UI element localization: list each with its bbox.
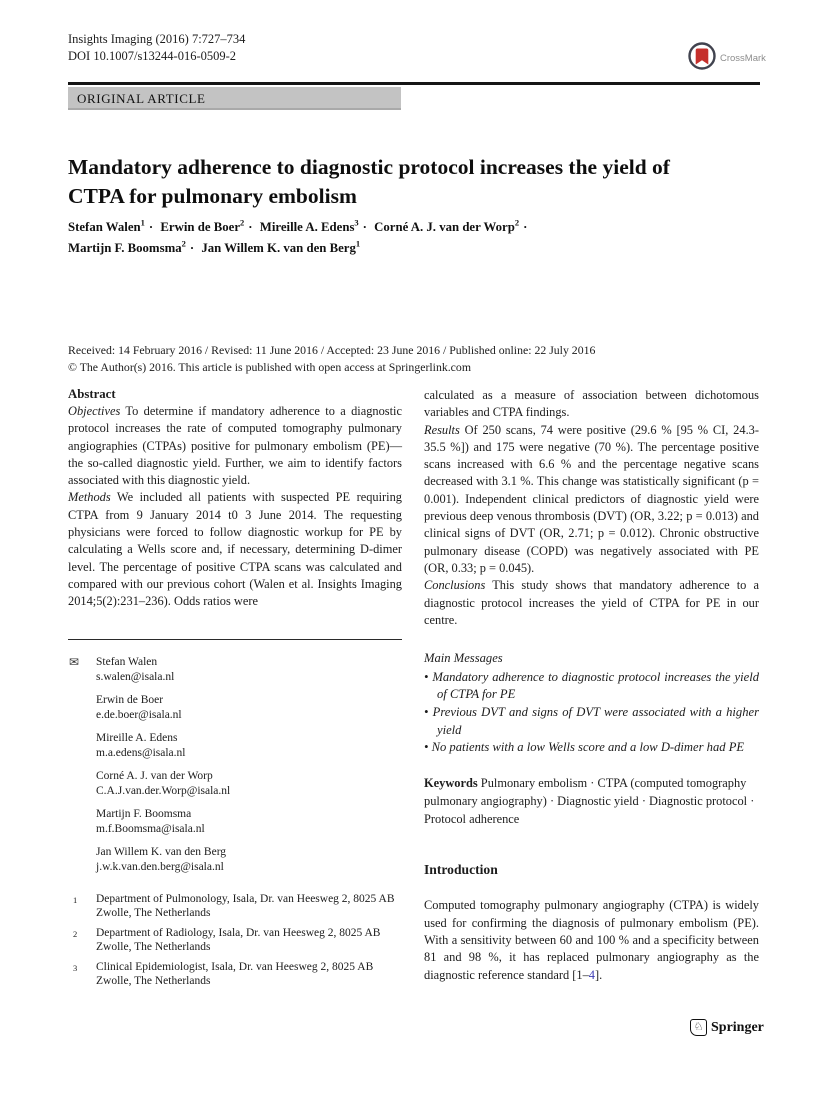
author-affil-mark: 2	[181, 238, 186, 249]
bullet-marker: •	[424, 704, 429, 719]
contact-entry	[68, 845, 402, 874]
affiliation-text: Clinical Epidemiologist, Isala, Dr. van Heesweg 2, 8025 AB Zwolle, The Netherlands	[96, 961, 374, 987]
introduction-paragraph	[424, 897, 759, 983]
affiliation	[68, 892, 402, 920]
contact-email[interactable]: s.walen@isala.nl	[96, 671, 175, 683]
author-separator: ·	[148, 220, 154, 234]
contact-email[interactable]: m.f.Boomsma@isala.nl	[96, 823, 205, 835]
affiliation-number: 3	[73, 963, 78, 973]
right-column	[424, 387, 759, 984]
author-line-1	[68, 217, 728, 238]
author-name: Corné A. J. van der Worp	[374, 220, 515, 234]
author-name: Mireille A. Edens	[259, 220, 355, 234]
doi-line: DOI 10.1007/s13244-016-0509-2	[68, 49, 237, 63]
objectives-text: To determine if mandatory adherence to a diagnostic protocol increases the rate of computed tomography pulmonary angiographies (CTPAs) positive for pulmonary embolism (PE)—the so-called diagnostic yield. Further, we aim to identify factors associated with this diagnostic yield.	[68, 404, 402, 488]
author-affil-mark: 1	[140, 217, 145, 228]
contact-entry	[68, 731, 402, 760]
author-name: Stefan Walen	[68, 220, 141, 234]
author-line-2	[68, 238, 728, 259]
main-messages	[424, 650, 759, 757]
author-name: Martijn F. Boomsma	[68, 241, 182, 255]
author-separator: ·	[189, 241, 195, 255]
affiliation	[68, 960, 402, 988]
contact-name: Corné A. J. van der Worp	[96, 770, 213, 782]
left-column	[68, 387, 402, 611]
affiliation-number: 2	[73, 929, 78, 939]
contact-entry	[68, 807, 402, 836]
contact-name: Stefan Walen	[96, 656, 158, 668]
author-affil-mark: 3	[354, 217, 359, 228]
citation-link[interactable]: 4	[588, 967, 595, 982]
affiliation-number: 1	[73, 895, 78, 905]
methods-label: Methods	[68, 490, 111, 505]
abstract-heading: Abstract	[68, 387, 116, 401]
main-messages-list	[424, 669, 759, 757]
main-messages-heading: Main Messages	[424, 651, 503, 666]
contact-email[interactable]: e.de.boer@isala.nl	[96, 709, 182, 721]
introduction-text-tail: ].	[595, 967, 603, 982]
contact-entry	[68, 769, 402, 798]
introduction-text: Computed tomography pulmonary angiography (CTPA) is widely used for confirming the diagnosis of pulmonary embolism (PE). With a sensitivity between 60 and 100 % and a specificity between 81 and 98 %, it has replaced pulmonary angiography as the diagnostic reference standard [1–	[424, 898, 759, 982]
crossmark-label: CrossMark	[720, 53, 766, 64]
header-rule	[68, 82, 760, 85]
main-message-item	[424, 704, 759, 739]
bullet-marker: •	[424, 669, 429, 684]
contact-name: Martijn F. Boomsma	[96, 808, 192, 820]
abstract-results	[424, 422, 759, 578]
springer-logo-text: Springer	[711, 1019, 764, 1035]
keywords-label: Keywords	[424, 775, 478, 790]
affiliation	[68, 926, 402, 954]
results-label: Results	[424, 422, 460, 437]
introduction-heading: Introduction	[424, 862, 498, 878]
journal-citation: Insights Imaging (2016) 7:727–734	[68, 32, 246, 46]
abstract-left-text	[68, 403, 402, 611]
crossmark-badge[interactable]	[688, 42, 766, 75]
affiliation-text: Department of Pulmonology, Isala, Dr. van Heesweg 2, 8025 AB Zwolle, The Netherlands	[96, 893, 395, 919]
correspondence-block	[68, 639, 402, 994]
contact-entry	[68, 693, 402, 722]
bullet-text: Mandatory adherence to diagnostic protocol increases the yield of CTPA for PE	[432, 669, 759, 702]
bullet-text: No patients with a low Wells score and a low D-dimer had PE	[431, 740, 745, 755]
conclusions-label: Conclusions	[424, 578, 486, 593]
author-separator: ·	[362, 220, 367, 234]
objectives-label: Objectives	[68, 404, 121, 418]
conclusions-text: This study shows that mandatory adherence to a diagnostic protocol increases the yield of CTPA for PE in our centre.	[424, 578, 759, 627]
main-message-item	[424, 739, 759, 757]
copyright-line: © The Author(s) 2016. This article is published with open access at Springerlink.com	[68, 360, 471, 374]
keywords-block	[424, 774, 759, 829]
abstract-methods	[68, 489, 402, 610]
abstract-objectives	[68, 403, 402, 489]
author-separator: ·	[523, 220, 528, 234]
author-affil-mark: 2	[240, 217, 245, 228]
contact-email[interactable]: j.w.k.van.den.berg@isala.nl	[96, 861, 224, 873]
bullet-text: Previous DVT and signs of DVT were associated with a higher yield	[432, 704, 759, 737]
methods-text: We included all patients with suspected PE requiring CTPA from 9 January 2014 t0 3 June 2014. The requesting physicians were forced to follow diagnostic workup for PE by calculating a Wells score and, if necessary, determining D-dimer level. The percentage of positive CTPA scans was calculated and compared with our previous cohort (Walen et al. Insights Imaging 2014;5(2):231–236). Odds ratios were	[68, 490, 402, 609]
journal-header	[68, 31, 245, 65]
author-name: Jan Willem K. van den Berg	[201, 241, 356, 255]
author-affil-mark: 2	[514, 217, 520, 228]
contact-name: Erwin de Boer	[96, 694, 164, 706]
main-message-item	[424, 669, 759, 704]
history-dates: Received: 14 February 2016 / Revised: 11 June 2016 / Accepted: 23 June 2016 / Published online: 22 July 2016	[68, 343, 596, 357]
footnote-rule	[68, 639, 402, 640]
keywords-text: Pulmonary embolism · CTPA (computed tomography pulmonary angiography) · Diagnostic yield · Diagnostic protocol · Protocol adherence	[424, 775, 755, 827]
results-text: Of 250 scans, 74 were positive (29.6 % [95 % CI, 24.3-35.5 %]) and 175 were negative (70 %). The percentage positive scans increased with 6.6 % and the percentage negative scans decreased with 3.1 %. This change was statistically significant (p = 0.001). Independent clinical predictors of diagnostic yield were previous deep venous thrombosis (DVT) (OR, 3.22; p = 0.013) and clinical signs of DVT (OR, 2.71; p = 0.012). Chronic obstructive pulmonary disease (COPD) was negatively associated with PE (OR, 0.33; p = 0.045).	[424, 422, 759, 575]
publisher-footer	[690, 1019, 764, 1036]
author-separator: ·	[248, 220, 253, 234]
author-affil-mark: 1	[355, 238, 361, 249]
page-title: Mandatory adherence to diagnostic protocol increases the yield of CTPA for pulmonary embolism	[68, 155, 670, 208]
article-type-banner: ORIGINAL ARTICLE	[68, 87, 401, 110]
abstract-conclusions	[424, 577, 759, 629]
affiliations-block	[68, 892, 402, 988]
springer-logo-icon: ♘	[690, 1019, 707, 1036]
author-list	[68, 217, 728, 259]
corresponding-author	[68, 655, 402, 684]
contact-name: Mireille A. Edens	[96, 732, 178, 744]
crossmark-icon	[688, 42, 716, 75]
contact-name: Jan Willem K. van den Berg	[96, 846, 227, 858]
abstract-right-text	[424, 387, 759, 629]
contact-email[interactable]: C.A.J.van.der.Worp@isala.nl	[96, 785, 231, 797]
contact-email[interactable]: m.a.edens@isala.nl	[96, 747, 186, 759]
abstract-continuation: calculated as a measure of association between dichotomous variables and CTPA findings.	[424, 388, 759, 420]
affiliation-text: Department of Radiology, Isala, Dr. van Heesweg 2, 8025 AB Zwolle, The Netherlands	[96, 927, 381, 953]
envelope-icon: ✉	[69, 655, 80, 669]
bullet-marker: •	[424, 740, 429, 755]
author-name: Erwin de Boer	[160, 220, 241, 234]
